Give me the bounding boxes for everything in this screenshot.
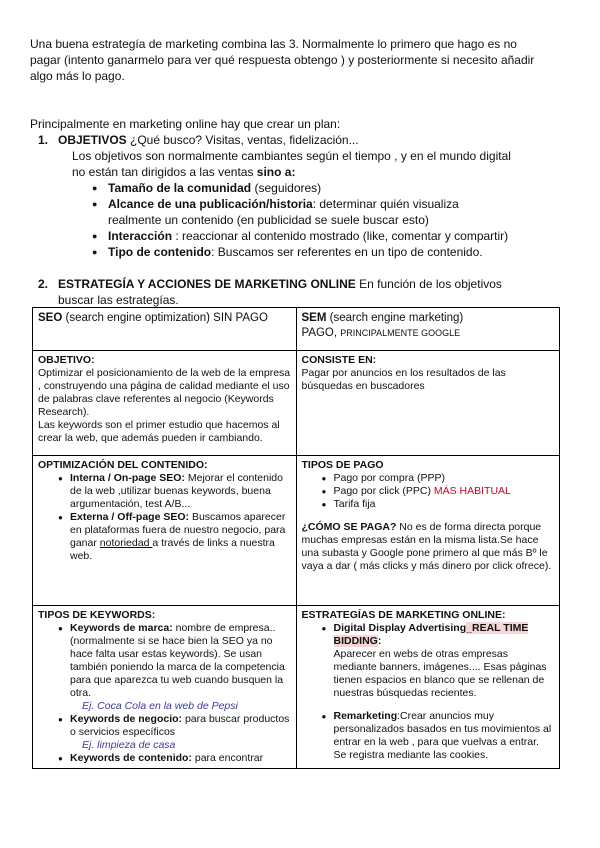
list-item: ● Remarketing:Crear anuncios muy personalizados basados en tus movimientos al entrar en la web , para que vuelvas a entrar. Se registra mediante las cookies. (322, 710, 555, 762)
section1-title: OBJETIVOS (58, 133, 127, 147)
optimizacion-cell: OPTIMIZACIÓN DEL CONTENIDO: ● Interna / On-page SEO: Mejorar el contenido de la web ,utilizar buenas keywords, buena argumentación, test A/B... ● Externa / Off-page SEO: Buscamos aparecer en plataformas fuera de nuestro negocio, para ganar notoriedad a través de links a nuestra web. (33, 456, 297, 606)
list-item: ● Pago por compra (PPP) (322, 472, 555, 485)
section2-number: 2. (38, 277, 49, 291)
list-item: ● Keywords de contenido: para encontrar (58, 752, 291, 765)
list-item: ● Keywords de marca: nombre de empresa..(normalmente si se hace bien la SEO ya no hace falta usar estas keywords). Se usan también poniendo la marca de la competencia para que aparezca tu web cuando busquen la otra. Ej. Coca Cola en la web de Pepsi (58, 622, 291, 713)
section1-heading (38, 132, 558, 148)
section1-text-a: Los objetivos son normalmente cambiantes según el tiempo , y en el mundo digital no están tan dirigidos a las ventas (72, 149, 511, 179)
list-item: ● Externa / Off-page SEO: Buscamos aparecer en plataformas fuera de nuestro negocio, para ganar notoriedad a través de links a nuestra web. (58, 511, 291, 563)
section2-rest: En función de los objetivos (355, 277, 502, 291)
sem-header-cell: SEM (search engine marketing) PAGO, PRINCIPALMENTE GOOGLE (296, 308, 560, 351)
strategy-table (32, 307, 560, 769)
intro-paragraph: Una buena estrategía de marketing combina las 3. Normalmente lo primero que hago es no pagar (intento ganarmelo para ver qué respuesta obtengo ) y posteriormente si necesito añadir algo más lo pago. (30, 37, 535, 83)
section1-question: ¿Qué busco? Visitas, ventas, fidelización... (126, 133, 359, 147)
list-item: ● Tipo de contenido: Buscamos ser referentes en un tipo de contenido. (92, 244, 512, 260)
tipos-keywords-cell: TIPOS DE KEYWORDS: ● Keywords de marca: nombre de empresa..(normalmente si se hace bien la SEO ya no hace falta usar estas keywords). Se usan también poniendo la marca de la competencia para que aparezca tu web cuando busquen la otra. Ej. Coca Cola en la web de Pepsi ● Keywords de negocio: para buscar productos o servicios específicos Ej. limpieza de casa ● Keywords de contenido: para encontrar (33, 606, 297, 769)
list-item: ● Interna / On-page SEO: Mejorar el contenido de la web ,utilizar buenas keywords, buena argumentación, test A/B... (58, 472, 291, 511)
objetivo-cell: OBJETIVO: Optimizar el posicionamiento de la web de la empresa , construyendo una página de calidad mediante el uso de palabras clave referentes al negocio (Keywords Research). Las keywords son el primer estudio que hacemos al crear la web, que además pueden ir cambiando. (33, 351, 297, 456)
consiste-cell: CONSISTE EN: Pagar por anuncios en los resultados de las búsquedas en buscadores (296, 351, 560, 456)
list-item: ● Tamaño de la comunidad (seguidores) (92, 180, 512, 196)
list-item: ● Digital Display Advertising_REAL TIME BIDDING: Aparecer en webs de otras empresas mediante banners, imágenes.... Esas páginas tienen espacios en blanco que se rellenan de nuestras búsquedas recientes. (322, 622, 555, 700)
list-item: ● Alcance de una publicación/historia: determinar quién visualiza realmente un contenido (en publicidad se suele buscar esto) (92, 196, 512, 228)
seo-header-cell: SEO (search engine optimization) SIN PAGO (33, 308, 297, 351)
list-item: ● Interacción : reaccionar al contenido mostrado (like, comentar y compartir) (92, 228, 512, 244)
table-row (33, 351, 560, 456)
section2-continuation: buscar las estrategías. (58, 293, 179, 307)
list-item: ● Pago por click (PPC) MÁS HABITUAL (322, 485, 555, 498)
section2-title: ESTRATEGÍA Y ACCIONES DE MARKETING ONLINE (58, 277, 356, 291)
table-row (33, 308, 560, 351)
list-item: ● Keywords de negocio: para buscar productos o servicios específicos Ej. limpieza de casa (58, 713, 291, 752)
plan-intro: Principalmente en marketing online hay que crear un plan: (30, 117, 341, 131)
section1-number: 1. (38, 133, 49, 147)
objectives-list (92, 180, 512, 260)
estrategias-cell: ESTRATEGÍAS DE MARKETING ONLINE: ● Digital Display Advertising_REAL TIME BIDDING: Aparecer en webs de otras empresas mediante banners, imágenes.... Esas páginas tienen espacios en blanco que se rellenan de nuestras búsquedas recientes. ● Remarketing:Crear anuncios muy personalizados basados en tus movimientos al entrar en la web , para que vuelvas a entrar. Se registra mediante las cookies. (296, 606, 560, 769)
table-row (33, 606, 560, 769)
table-row (33, 456, 560, 606)
section1-text-bold: sino a: (256, 165, 296, 179)
tipos-pago-cell: TIPOS DE PAGO ● Pago por compra (PPP) ● Pago por click (PPC) MÁS HABITUAL ● Tarifa fija ¿CÓMO SE PAGA? No es de forma directa porque muchas empresas están en la misma lista.Se hace una subasta y Google pone primero al que más Bº le vaya a dar ( más clicks y más dinero por click ofrece). (296, 456, 560, 606)
section1-text (72, 148, 522, 180)
list-item: ● Tarifa fija (322, 498, 555, 511)
section2-heading (38, 276, 538, 292)
